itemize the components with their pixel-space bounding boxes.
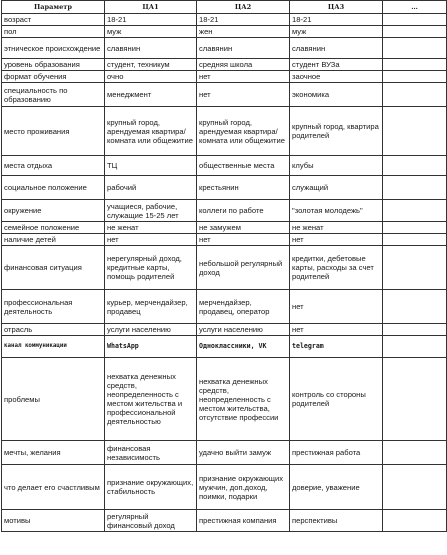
cell-ca1: услуги населению (105, 324, 197, 336)
header-ca3: ЦА3 (290, 1, 383, 14)
cell-ca3: перспективы (290, 510, 383, 532)
cell-more (383, 71, 447, 83)
cell-ca2: крупный город, арендуемая квартира/комната или общежитие (197, 107, 290, 156)
table-row (2, 222, 447, 234)
row-label: финансовая ситуация (2, 246, 105, 290)
cell-ca1: финансовая независимость (105, 441, 197, 465)
cell-ca2: общественные места (197, 156, 290, 176)
cell-ca3: "золотая молодежь" (290, 200, 383, 222)
cell-ca1: учащиеся, рабочие, служащие 15-25 лет (105, 200, 197, 222)
cell-ca2: не замужем (197, 222, 290, 234)
cell-ca3: контроль со стороны родителей (290, 358, 383, 441)
header-more: … (383, 1, 447, 14)
row-label: канал коммуникации (2, 336, 105, 358)
table-row (2, 71, 447, 83)
row-label: пол (2, 26, 105, 38)
cell-more (383, 324, 447, 336)
cell-more (383, 200, 447, 222)
cell-ca3: клубы (290, 156, 383, 176)
cell-ca3: служащий (290, 176, 383, 200)
row-label: что делает его счастливым (2, 465, 105, 510)
row-label: уровень образования (2, 59, 105, 71)
cell-ca1: очно (105, 71, 197, 83)
table-row (2, 176, 447, 200)
cell-ca3: экономика (290, 83, 383, 107)
table-row (2, 234, 447, 246)
cell-ca1: курьер, мерчендайзер, продавец (105, 290, 197, 324)
cell-more (383, 38, 447, 59)
cell-ca3: нет (290, 324, 383, 336)
cell-more (383, 26, 447, 38)
cell-ca2: крестьянин (197, 176, 290, 200)
cell-more (383, 246, 447, 290)
cell-more (383, 176, 447, 200)
row-label: проблемы (2, 358, 105, 441)
row-label: наличие детей (2, 234, 105, 246)
cell-ca2: нет (197, 83, 290, 107)
table-row (2, 324, 447, 336)
table-row (2, 26, 447, 38)
cell-ca2: нехватка денежных средств, неопределенность с местом жительства, отсутствие профессии (197, 358, 290, 441)
cell-ca3: 18-21 (290, 14, 383, 26)
header-parameter: Параметр (2, 1, 105, 14)
cell-ca2: 18-21 (197, 14, 290, 26)
table-row (2, 290, 447, 324)
cell-ca1: нехватка денежных средств, неопределенность с местом жительства и профессиональной деятельностью (105, 358, 197, 441)
cell-ca2: нет (197, 71, 290, 83)
row-label: мотивы (2, 510, 105, 532)
cell-ca3: кредитки, дебетовые карты, расходы за счет родителей (290, 246, 383, 290)
cell-more (383, 234, 447, 246)
table-row (2, 246, 447, 290)
cell-ca2: удачно выйти замуж (197, 441, 290, 465)
cell-ca3: престижная работа (290, 441, 383, 465)
row-label: специальность по образованию (2, 83, 105, 107)
cell-ca3: telegram (290, 336, 383, 358)
cell-ca2: мерчендайзер, продавец, оператор (197, 290, 290, 324)
table-row (2, 14, 447, 26)
cell-ca2: славянин (197, 38, 290, 59)
cell-more (383, 59, 447, 71)
cell-ca2: услуги населению (197, 324, 290, 336)
cell-ca1: WhatsApp (105, 336, 197, 358)
cell-more (383, 465, 447, 510)
cell-ca3: муж (290, 26, 383, 38)
cell-more (383, 83, 447, 107)
table-row (2, 38, 447, 59)
cell-ca3: заочное (290, 71, 383, 83)
table-row (2, 59, 447, 71)
header-row (2, 1, 447, 14)
row-label: место проживания (2, 107, 105, 156)
cell-ca3: славянин (290, 38, 383, 59)
row-label: возраст (2, 14, 105, 26)
cell-ca2: небольшой регулярный доход (197, 246, 290, 290)
row-label: профессиональная деятельность (2, 290, 105, 324)
cell-ca2: признание окружающих мужчин, доп.доход, поимки, подарки (197, 465, 290, 510)
cell-ca2: коллеги по работе (197, 200, 290, 222)
row-label: социальное положение (2, 176, 105, 200)
row-label: мечты, желания (2, 441, 105, 465)
cell-ca1: славянин (105, 38, 197, 59)
cell-ca2: нет (197, 234, 290, 246)
table-row (2, 107, 447, 156)
row-label: окружение (2, 200, 105, 222)
cell-more (383, 290, 447, 324)
cell-ca3: нет (290, 234, 383, 246)
table-row (2, 465, 447, 510)
cell-ca3: нет (290, 290, 383, 324)
row-label: семейное положение (2, 222, 105, 234)
cell-ca1: менеджмент (105, 83, 197, 107)
cell-more (383, 107, 447, 156)
cell-more (383, 336, 447, 358)
cell-ca3: студент ВУЗа (290, 59, 383, 71)
cell-ca2: жен (197, 26, 290, 38)
audience-table-container (1, 0, 446, 532)
row-label: отрасль (2, 324, 105, 336)
cell-more (383, 14, 447, 26)
cell-ca2: Одноклассники, VK (197, 336, 290, 358)
cell-ca1: ТЦ (105, 156, 197, 176)
cell-ca1: признание окружающих, стабильность (105, 465, 197, 510)
header-ca1: ЦА1 (105, 1, 197, 14)
target-audience-table (1, 0, 447, 532)
cell-ca2: средняя школа (197, 59, 290, 71)
cell-ca1: муж (105, 26, 197, 38)
cell-more (383, 156, 447, 176)
cell-ca3: крупный город, квартира родителей (290, 107, 383, 156)
cell-ca2: престижная компания (197, 510, 290, 532)
row-label: этническое происхождение (2, 38, 105, 59)
cell-ca1: регулярный финансовый доход (105, 510, 197, 532)
table-row (2, 358, 447, 441)
cell-ca1: нерегулярный доход, кредитные карты, помощь родителей (105, 246, 197, 290)
cell-more (383, 441, 447, 465)
table-row (2, 156, 447, 176)
cell-ca1: 18-21 (105, 14, 197, 26)
cell-ca3: не женат (290, 222, 383, 234)
row-label: формат обучения (2, 71, 105, 83)
table-row (2, 200, 447, 222)
header-ca2: ЦА2 (197, 1, 290, 14)
row-label: места отдыха (2, 156, 105, 176)
table-row (2, 510, 447, 532)
table-row (2, 336, 447, 358)
cell-ca1: студент, техникум (105, 59, 197, 71)
cell-more (383, 358, 447, 441)
cell-ca1: крупный город, арендуемая квартира/комната или общежитие (105, 107, 197, 156)
cell-more (383, 510, 447, 532)
cell-more (383, 222, 447, 234)
cell-ca1: не женат (105, 222, 197, 234)
table-row (2, 83, 447, 107)
cell-ca3: доверие, уважение (290, 465, 383, 510)
cell-ca1: рабочий (105, 176, 197, 200)
table-row (2, 441, 447, 465)
cell-ca1: нет (105, 234, 197, 246)
